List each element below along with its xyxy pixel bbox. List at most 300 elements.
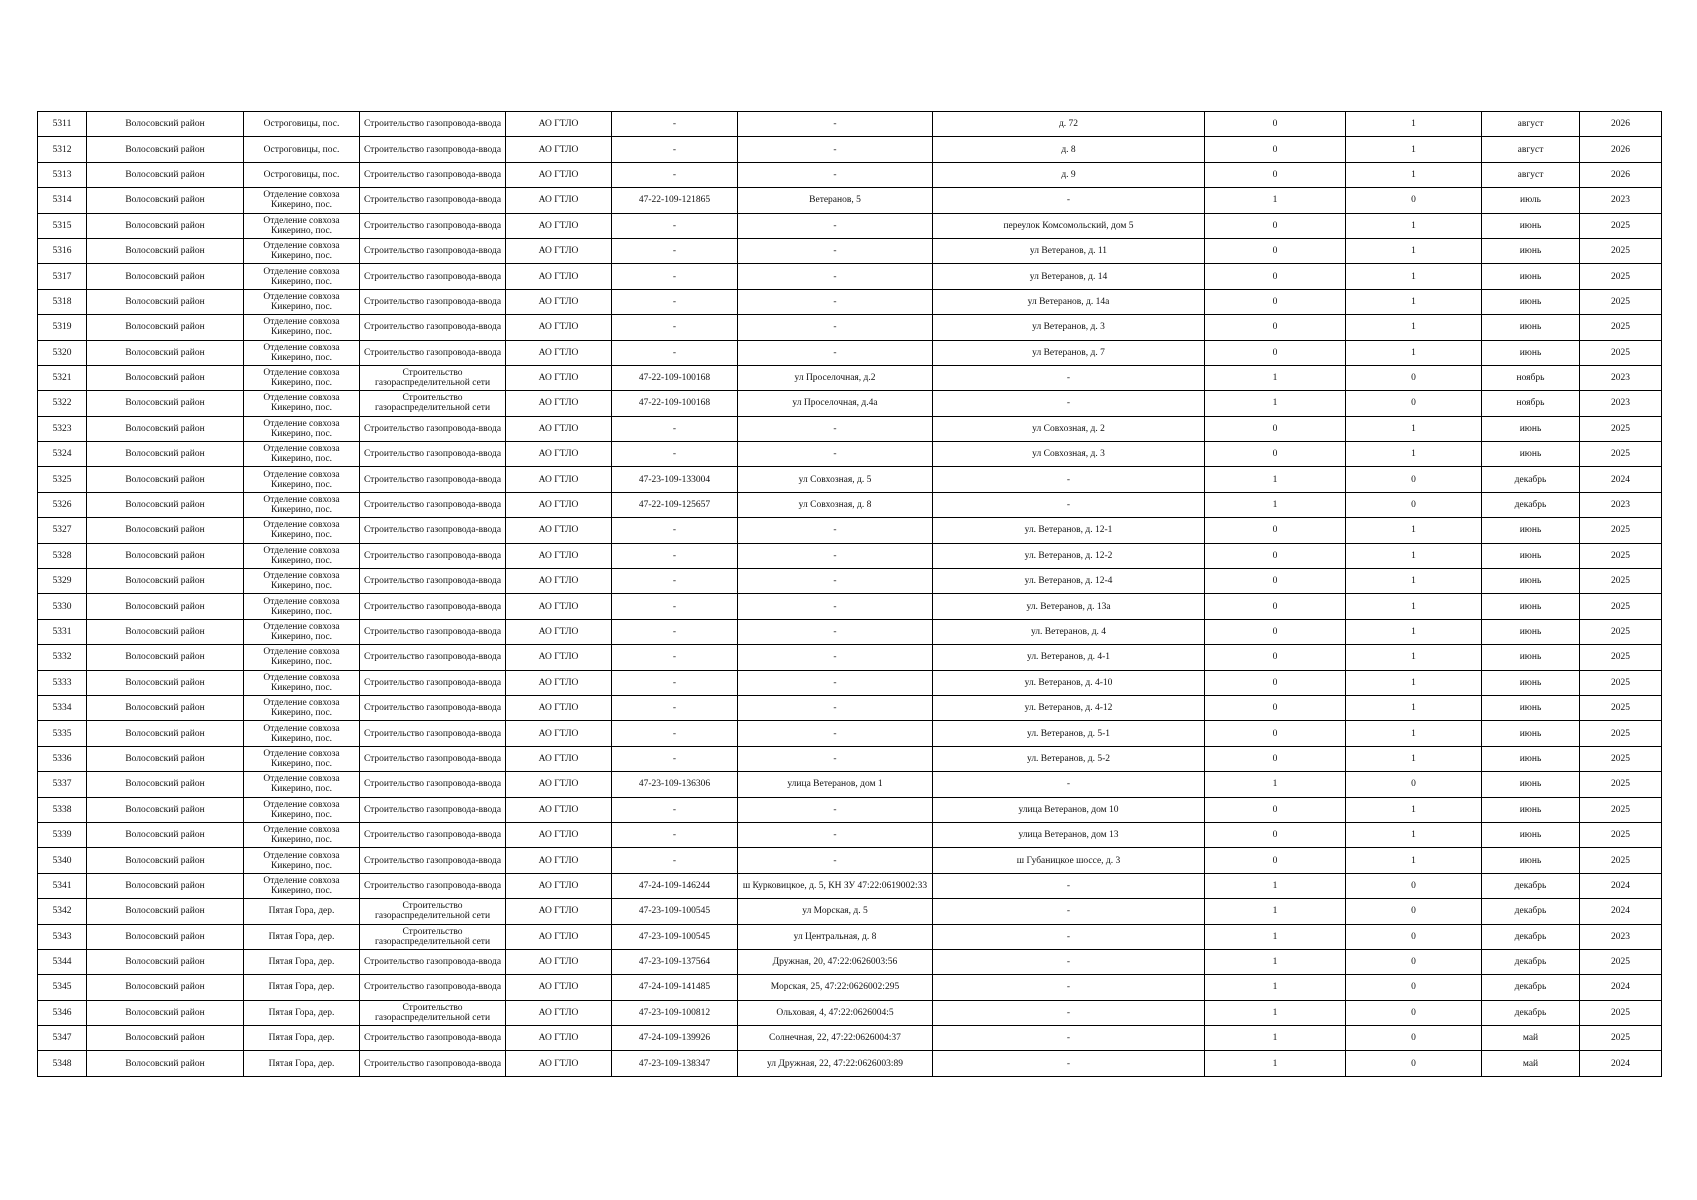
settlement-cell: Остроговицы, пос.: [244, 162, 360, 187]
organization-cell: АО ГТЛО: [506, 645, 612, 670]
address-cell: -: [738, 721, 933, 746]
district-cell: Волосовский район: [87, 112, 244, 137]
object-number-cell: -: [612, 238, 738, 263]
work-type-cell: Строительство газопровода-ввода: [360, 188, 506, 213]
count-a-cell: 1: [1205, 492, 1346, 517]
district-cell: Волосовский район: [87, 797, 244, 822]
month-cell: ноябрь: [1482, 365, 1580, 390]
work-type-cell: Строительство газопровода-ввода: [360, 340, 506, 365]
organization-cell: АО ГТЛО: [506, 188, 612, 213]
settlement-cell: Отделение совхоза Кикерино, пос.: [244, 670, 360, 695]
month-cell: август: [1482, 112, 1580, 137]
count-b-cell: 1: [1346, 848, 1482, 873]
year-cell: 2025: [1580, 518, 1662, 543]
settlement-cell: Пятая Гора, дер.: [244, 949, 360, 974]
district-cell: Волосовский район: [87, 594, 244, 619]
address-cell: -: [738, 848, 933, 873]
row-number: 5326: [38, 492, 87, 517]
row-number: 5348: [38, 1051, 87, 1076]
document-sheet: [37, 111, 1662, 1077]
count-b-cell: 0: [1346, 492, 1482, 517]
address-alt-cell: -: [933, 949, 1205, 974]
address-alt-cell: переулок Комсомольский, дом 5: [933, 213, 1205, 238]
organization-cell: АО ГТЛО: [506, 797, 612, 822]
address-alt-cell: ул Совхозная, д. 3: [933, 442, 1205, 467]
year-cell: 2025: [1580, 721, 1662, 746]
table-row: [38, 238, 1662, 263]
settlement-cell: Отделение совхоза Кикерино, пос.: [244, 188, 360, 213]
address-alt-cell: -: [933, 365, 1205, 390]
year-cell: 2025: [1580, 543, 1662, 568]
table-row: [38, 822, 1662, 847]
table-row: [38, 873, 1662, 898]
month-cell: июнь: [1482, 518, 1580, 543]
address-cell: -: [738, 264, 933, 289]
year-cell: 2025: [1580, 772, 1662, 797]
address-alt-cell: ш Губаницкое шоссе, д. 3: [933, 848, 1205, 873]
count-a-cell: 0: [1205, 543, 1346, 568]
address-cell: -: [738, 213, 933, 238]
object-number-cell: -: [612, 442, 738, 467]
address-alt-cell: д. 72: [933, 112, 1205, 137]
organization-cell: АО ГТЛО: [506, 162, 612, 187]
district-cell: Волосовский район: [87, 772, 244, 797]
district-cell: Волосовский район: [87, 1026, 244, 1051]
year-cell: 2025: [1580, 746, 1662, 771]
organization-cell: АО ГТЛО: [506, 238, 612, 263]
count-b-cell: 0: [1346, 188, 1482, 213]
district-cell: Волосовский район: [87, 365, 244, 390]
count-b-cell: 1: [1346, 442, 1482, 467]
count-b-cell: 1: [1346, 238, 1482, 263]
count-a-cell: 0: [1205, 670, 1346, 695]
object-number-cell: -: [612, 721, 738, 746]
table-row: [38, 492, 1662, 517]
work-type-cell: Строительство газопровода-ввода: [360, 695, 506, 720]
address-cell: ул Дружная, 22, 47:22:0626003:89: [738, 1051, 933, 1076]
object-number-cell: -: [612, 416, 738, 441]
settlement-cell: Отделение совхоза Кикерино, пос.: [244, 797, 360, 822]
year-cell: 2026: [1580, 137, 1662, 162]
address-cell: ул Проселочная, д.4а: [738, 391, 933, 416]
year-cell: 2025: [1580, 949, 1662, 974]
count-b-cell: 0: [1346, 873, 1482, 898]
organization-cell: АО ГТЛО: [506, 848, 612, 873]
address-cell: ул Центральная, д. 8: [738, 924, 933, 949]
address-alt-cell: -: [933, 899, 1205, 924]
table-row: [38, 391, 1662, 416]
year-cell: 2025: [1580, 594, 1662, 619]
month-cell: декабрь: [1482, 492, 1580, 517]
address-cell: -: [738, 518, 933, 543]
row-number: 5318: [38, 289, 87, 314]
month-cell: май: [1482, 1051, 1580, 1076]
object-number-cell: -: [612, 340, 738, 365]
settlement-cell: Отделение совхоза Кикерино, пос.: [244, 645, 360, 670]
object-number-cell: 47-23-109-100545: [612, 899, 738, 924]
table-row: [38, 1000, 1662, 1025]
object-number-cell: -: [612, 797, 738, 822]
address-cell: -: [738, 315, 933, 340]
row-number: 5330: [38, 594, 87, 619]
row-number: 5333: [38, 670, 87, 695]
year-cell: 2025: [1580, 442, 1662, 467]
count-b-cell: 1: [1346, 594, 1482, 619]
row-number: 5335: [38, 721, 87, 746]
district-cell: Волосовский район: [87, 137, 244, 162]
address-alt-cell: -: [933, 188, 1205, 213]
settlement-cell: Отделение совхоза Кикерино, пос.: [244, 492, 360, 517]
address-cell: Ветеранов, 5: [738, 188, 933, 213]
object-number-cell: -: [612, 645, 738, 670]
year-cell: 2026: [1580, 112, 1662, 137]
address-alt-cell: -: [933, 772, 1205, 797]
count-b-cell: 0: [1346, 949, 1482, 974]
count-b-cell: 0: [1346, 391, 1482, 416]
organization-cell: АО ГТЛО: [506, 695, 612, 720]
row-number: 5323: [38, 416, 87, 441]
district-cell: Волосовский район: [87, 822, 244, 847]
count-b-cell: 1: [1346, 213, 1482, 238]
address-cell: ул Проселочная, д.2: [738, 365, 933, 390]
settlement-cell: Отделение совхоза Кикерино, пос.: [244, 467, 360, 492]
count-a-cell: 1: [1205, 772, 1346, 797]
count-a-cell: 0: [1205, 162, 1346, 187]
district-cell: Волосовский район: [87, 264, 244, 289]
count-b-cell: 0: [1346, 1000, 1482, 1025]
address-cell: -: [738, 670, 933, 695]
organization-cell: АО ГТЛО: [506, 391, 612, 416]
row-number: 5315: [38, 213, 87, 238]
row-number: 5334: [38, 695, 87, 720]
table-row: [38, 365, 1662, 390]
month-cell: май: [1482, 1026, 1580, 1051]
month-cell: июнь: [1482, 289, 1580, 314]
settlement-cell: Отделение совхоза Кикерино, пос.: [244, 391, 360, 416]
district-cell: Волосовский район: [87, 442, 244, 467]
work-type-cell: Строительство газопровода-ввода: [360, 1051, 506, 1076]
address-cell: -: [738, 162, 933, 187]
work-type-cell: Строительство газопровода-ввода: [360, 569, 506, 594]
district-cell: Волосовский район: [87, 1051, 244, 1076]
settlement-cell: Отделение совхоза Кикерино, пос.: [244, 264, 360, 289]
count-b-cell: 1: [1346, 569, 1482, 594]
address-alt-cell: ул Ветеранов, д. 14: [933, 264, 1205, 289]
work-type-cell: Строительство газопровода-ввода: [360, 543, 506, 568]
settlement-cell: Остроговицы, пос.: [244, 112, 360, 137]
work-type-cell: Строительство газопровода-ввода: [360, 112, 506, 137]
settlement-cell: Пятая Гора, дер.: [244, 975, 360, 1000]
organization-cell: АО ГТЛО: [506, 289, 612, 314]
address-alt-cell: ул. Ветеранов, д. 4-1: [933, 645, 1205, 670]
address-alt-cell: -: [933, 1026, 1205, 1051]
organization-cell: АО ГТЛО: [506, 924, 612, 949]
row-number: 5340: [38, 848, 87, 873]
settlement-cell: Пятая Гора, дер.: [244, 924, 360, 949]
object-number-cell: 47-23-109-133004: [612, 467, 738, 492]
address-cell: -: [738, 340, 933, 365]
count-a-cell: 0: [1205, 797, 1346, 822]
table-row: [38, 340, 1662, 365]
organization-cell: АО ГТЛО: [506, 213, 612, 238]
row-number: 5322: [38, 391, 87, 416]
row-number: 5329: [38, 569, 87, 594]
address-cell: ул Морская, д. 5: [738, 899, 933, 924]
work-type-cell: Строительство газораспределительной сети: [360, 899, 506, 924]
work-type-cell: Строительство газопровода-ввода: [360, 315, 506, 340]
work-type-cell: Строительство газопровода-ввода: [360, 416, 506, 441]
address-cell: улица Ветеранов, дом 1: [738, 772, 933, 797]
organization-cell: АО ГТЛО: [506, 1026, 612, 1051]
month-cell: июнь: [1482, 822, 1580, 847]
address-cell: -: [738, 112, 933, 137]
count-b-cell: 1: [1346, 721, 1482, 746]
count-b-cell: 1: [1346, 822, 1482, 847]
address-alt-cell: -: [933, 975, 1205, 1000]
table-row: [38, 416, 1662, 441]
row-number: 5328: [38, 543, 87, 568]
object-number-cell: 47-22-109-100168: [612, 391, 738, 416]
object-number-cell: -: [612, 112, 738, 137]
month-cell: июнь: [1482, 797, 1580, 822]
count-a-cell: 0: [1205, 746, 1346, 771]
organization-cell: АО ГТЛО: [506, 772, 612, 797]
address-alt-cell: улица Ветеранов, дом 13: [933, 822, 1205, 847]
year-cell: 2023: [1580, 492, 1662, 517]
month-cell: август: [1482, 137, 1580, 162]
settlement-cell: Отделение совхоза Кикерино, пос.: [244, 772, 360, 797]
settlement-cell: Отделение совхоза Кикерино, пос.: [244, 619, 360, 644]
work-type-cell: Строительство газопровода-ввода: [360, 264, 506, 289]
object-number-cell: -: [612, 746, 738, 771]
year-cell: 2025: [1580, 238, 1662, 263]
month-cell: июнь: [1482, 569, 1580, 594]
count-a-cell: 1: [1205, 975, 1346, 1000]
object-number-cell: -: [612, 848, 738, 873]
year-cell: 2023: [1580, 391, 1662, 416]
row-number: 5314: [38, 188, 87, 213]
work-type-cell: Строительство газопровода-ввода: [360, 137, 506, 162]
organization-cell: АО ГТЛО: [506, 442, 612, 467]
object-number-cell: 47-22-109-100168: [612, 365, 738, 390]
table-row: [38, 315, 1662, 340]
table-row: [38, 264, 1662, 289]
table-row: [38, 772, 1662, 797]
table-row: [38, 442, 1662, 467]
work-type-cell: Строительство газопровода-ввода: [360, 594, 506, 619]
object-number-cell: -: [612, 162, 738, 187]
table-row: [38, 797, 1662, 822]
count-b-cell: 1: [1346, 162, 1482, 187]
organization-cell: АО ГТЛО: [506, 721, 612, 746]
count-b-cell: 0: [1346, 365, 1482, 390]
month-cell: июнь: [1482, 340, 1580, 365]
work-type-cell: Строительство газопровода-ввода: [360, 162, 506, 187]
table-row: [38, 518, 1662, 543]
table-row: [38, 1026, 1662, 1051]
table-row: [38, 949, 1662, 974]
month-cell: июнь: [1482, 442, 1580, 467]
table-row: [38, 975, 1662, 1000]
count-a-cell: 1: [1205, 467, 1346, 492]
year-cell: 2025: [1580, 416, 1662, 441]
address-alt-cell: ул. Ветеранов, д. 4: [933, 619, 1205, 644]
count-a-cell: 0: [1205, 518, 1346, 543]
month-cell: декабрь: [1482, 467, 1580, 492]
organization-cell: АО ГТЛО: [506, 746, 612, 771]
district-cell: Волосовский район: [87, 467, 244, 492]
settlement-cell: Отделение совхоза Кикерино, пос.: [244, 543, 360, 568]
work-type-cell: Строительство газораспределительной сети: [360, 924, 506, 949]
district-cell: Волосовский район: [87, 188, 244, 213]
settlement-cell: Отделение совхоза Кикерино, пос.: [244, 289, 360, 314]
organization-cell: АО ГТЛО: [506, 1051, 612, 1076]
row-number: 5312: [38, 137, 87, 162]
address-cell: -: [738, 619, 933, 644]
count-a-cell: 0: [1205, 442, 1346, 467]
district-cell: Волосовский район: [87, 518, 244, 543]
organization-cell: АО ГТЛО: [506, 315, 612, 340]
count-a-cell: 0: [1205, 238, 1346, 263]
count-a-cell: 0: [1205, 594, 1346, 619]
settlement-cell: Отделение совхоза Кикерино, пос.: [244, 340, 360, 365]
address-cell: Дружная, 20, 47:22:0626003:56: [738, 949, 933, 974]
address-alt-cell: ул Ветеранов, д. 11: [933, 238, 1205, 263]
work-type-cell: Строительство газопровода-ввода: [360, 949, 506, 974]
count-a-cell: 0: [1205, 645, 1346, 670]
count-b-cell: 1: [1346, 619, 1482, 644]
settlement-cell: Отделение совхоза Кикерино, пос.: [244, 238, 360, 263]
count-a-cell: 0: [1205, 112, 1346, 137]
year-cell: 2024: [1580, 975, 1662, 1000]
district-cell: Волосовский район: [87, 949, 244, 974]
address-alt-cell: ул Ветеранов, д. 14а: [933, 289, 1205, 314]
count-a-cell: 1: [1205, 365, 1346, 390]
month-cell: июнь: [1482, 594, 1580, 619]
count-a-cell: 1: [1205, 1051, 1346, 1076]
month-cell: июнь: [1482, 746, 1580, 771]
work-type-cell: Строительство газораспределительной сети: [360, 365, 506, 390]
organization-cell: АО ГТЛО: [506, 670, 612, 695]
count-a-cell: 1: [1205, 1026, 1346, 1051]
table-row: [38, 112, 1662, 137]
district-cell: Волосовский район: [87, 213, 244, 238]
row-number: 5345: [38, 975, 87, 1000]
settlement-cell: Отделение совхоза Кикерино, пос.: [244, 721, 360, 746]
table-row: [38, 899, 1662, 924]
work-type-cell: Строительство газопровода-ввода: [360, 619, 506, 644]
settlement-cell: Отделение совхоза Кикерино, пос.: [244, 594, 360, 619]
address-alt-cell: д. 9: [933, 162, 1205, 187]
count-a-cell: 1: [1205, 924, 1346, 949]
month-cell: ноябрь: [1482, 391, 1580, 416]
district-cell: Волосовский район: [87, 619, 244, 644]
month-cell: июнь: [1482, 238, 1580, 263]
count-a-cell: 1: [1205, 188, 1346, 213]
address-cell: -: [738, 416, 933, 441]
address-alt-cell: -: [933, 467, 1205, 492]
table-row: [38, 619, 1662, 644]
address-cell: ул Совхозная, д. 5: [738, 467, 933, 492]
work-type-cell: Строительство газопровода-ввода: [360, 746, 506, 771]
organization-cell: АО ГТЛО: [506, 264, 612, 289]
year-cell: 2025: [1580, 645, 1662, 670]
work-type-cell: Строительство газопровода-ввода: [360, 238, 506, 263]
count-b-cell: 1: [1346, 315, 1482, 340]
district-cell: Волосовский район: [87, 1000, 244, 1025]
table-row: [38, 746, 1662, 771]
address-cell: Солнечная, 22, 47:22:0626004:37: [738, 1026, 933, 1051]
month-cell: декабрь: [1482, 873, 1580, 898]
object-number-cell: 47-24-109-146244: [612, 873, 738, 898]
organization-cell: АО ГТЛО: [506, 1000, 612, 1025]
count-a-cell: 1: [1205, 1000, 1346, 1025]
row-number: 5343: [38, 924, 87, 949]
year-cell: 2025: [1580, 848, 1662, 873]
district-cell: Волосовский район: [87, 315, 244, 340]
organization-cell: АО ГТЛО: [506, 822, 612, 847]
table-row: [38, 569, 1662, 594]
work-type-cell: Строительство газораспределительной сети: [360, 391, 506, 416]
object-number-cell: 47-22-109-121865: [612, 188, 738, 213]
address-alt-cell: -: [933, 1051, 1205, 1076]
address-cell: Ольховая, 4, 47:22:0626004:5: [738, 1000, 933, 1025]
year-cell: 2025: [1580, 569, 1662, 594]
object-number-cell: -: [612, 670, 738, 695]
row-number: 5313: [38, 162, 87, 187]
district-cell: Волосовский район: [87, 492, 244, 517]
settlement-cell: Отделение совхоза Кикерино, пос.: [244, 695, 360, 720]
address-alt-cell: ул. Ветеранов, д. 12-4: [933, 569, 1205, 594]
month-cell: декабрь: [1482, 949, 1580, 974]
address-cell: ш Курковицкое, д. 5, КН ЗУ 47:22:0619002:33: [738, 873, 933, 898]
count-b-cell: 1: [1346, 264, 1482, 289]
count-a-cell: 0: [1205, 721, 1346, 746]
work-type-cell: Строительство газопровода-ввода: [360, 213, 506, 238]
settlement-cell: Пятая Гора, дер.: [244, 899, 360, 924]
object-number-cell: 47-23-109-136306: [612, 772, 738, 797]
row-number: 5346: [38, 1000, 87, 1025]
object-number-cell: -: [612, 213, 738, 238]
count-b-cell: 0: [1346, 1026, 1482, 1051]
year-cell: 2025: [1580, 619, 1662, 644]
count-b-cell: 1: [1346, 695, 1482, 720]
district-cell: Волосовский район: [87, 975, 244, 1000]
row-number: 5319: [38, 315, 87, 340]
work-type-cell: Строительство газопровода-ввода: [360, 873, 506, 898]
row-number: 5331: [38, 619, 87, 644]
organization-cell: АО ГТЛО: [506, 543, 612, 568]
address-cell: -: [738, 442, 933, 467]
object-number-cell: 47-23-109-100545: [612, 924, 738, 949]
year-cell: 2025: [1580, 1000, 1662, 1025]
object-number-cell: 47-23-109-100812: [612, 1000, 738, 1025]
address-alt-cell: ул. Ветеранов, д. 4-10: [933, 670, 1205, 695]
address-alt-cell: ул. Ветеранов, д. 12-1: [933, 518, 1205, 543]
organization-cell: АО ГТЛО: [506, 518, 612, 543]
row-number: 5337: [38, 772, 87, 797]
year-cell: 2024: [1580, 873, 1662, 898]
count-a-cell: 0: [1205, 695, 1346, 720]
work-type-cell: Строительство газопровода-ввода: [360, 848, 506, 873]
count-b-cell: 0: [1346, 975, 1482, 1000]
address-cell: -: [738, 746, 933, 771]
month-cell: июнь: [1482, 721, 1580, 746]
settlement-cell: Отделение совхоза Кикерино, пос.: [244, 848, 360, 873]
month-cell: июнь: [1482, 772, 1580, 797]
district-cell: Волосовский район: [87, 746, 244, 771]
work-type-cell: Строительство газопровода-ввода: [360, 721, 506, 746]
